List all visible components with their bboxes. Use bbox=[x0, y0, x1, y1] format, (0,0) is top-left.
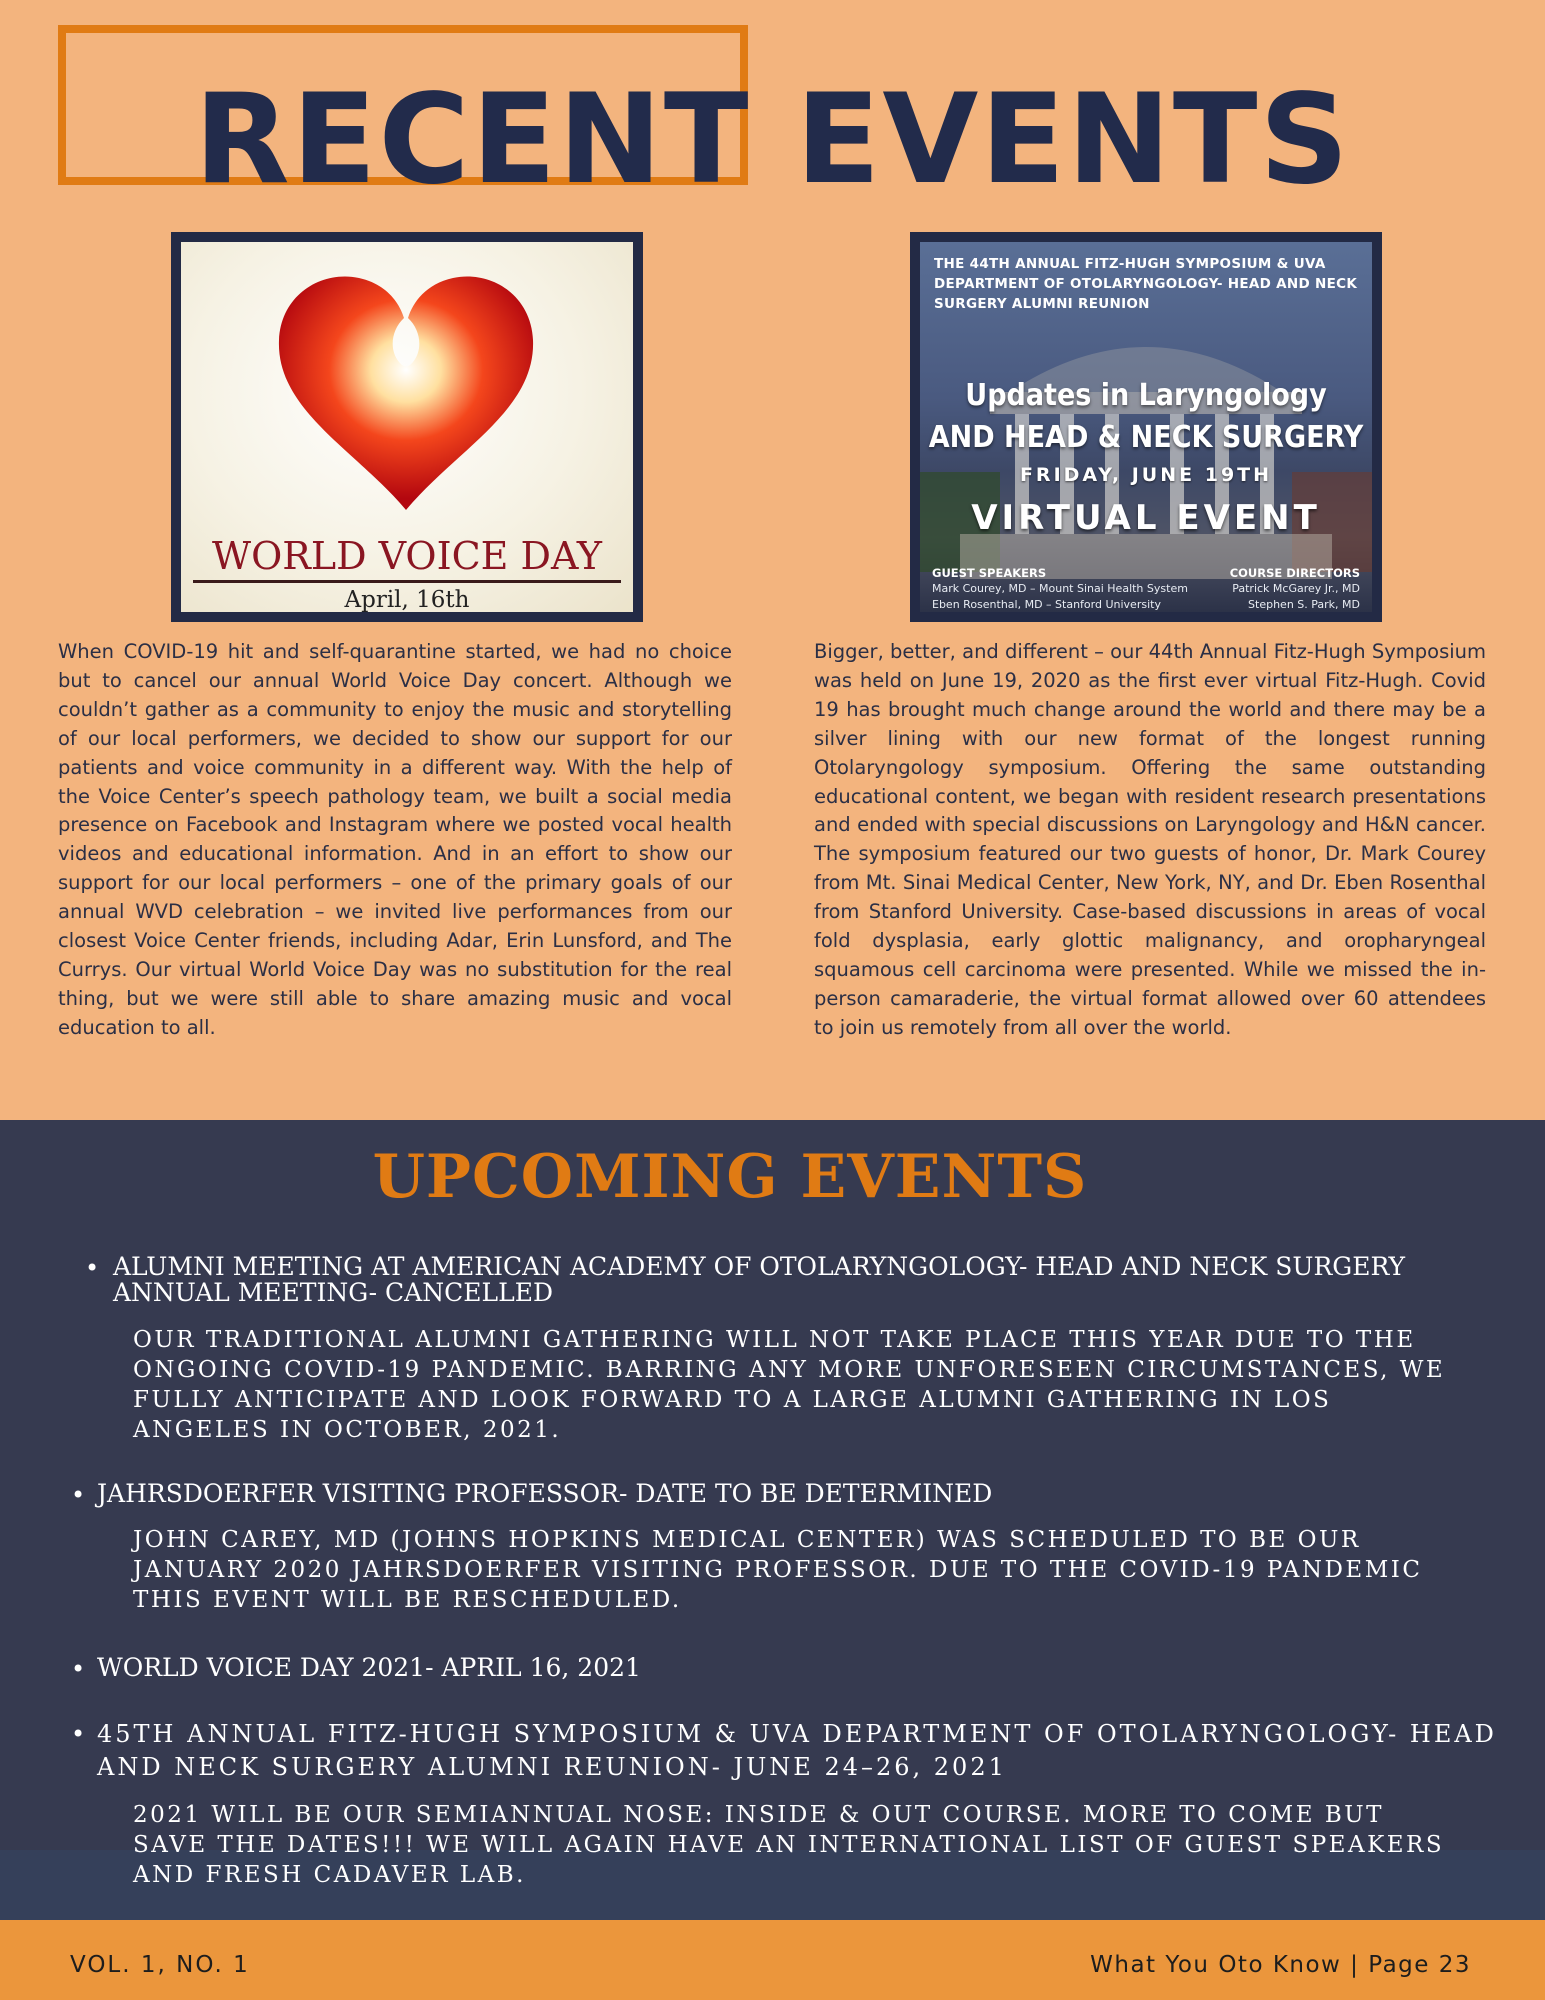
page-title: RECENT EVENTS bbox=[194, 68, 1351, 212]
fitz-hugh-text: Bigger, better, and different – our 44th Annual Fitz-Hugh Symposium was held on June 19, 2020 as the first ever virtual Fitz-Hugh. Covid 19 has brought much change around the world and there may be a silver lining with our new format of the longest running Otolaryngology symposium. Offering the same outstanding educational content, we began with resident research presentations and ended with special discussions on Laryngology and H&N cancer. The symposium featured our two guests of honor, Dr. Mark Courey from Mt. Sinai Medical Center, New York, NY, and Dr. Eben Rosenthal from Stanford University. Case-based discussions in areas of vocal fold dysplasia, early glottic malignancy, and oropharyngeal squamous cell carcinoma were presented. While we missed the in-person camaraderie, the virtual format allowed over 60 attendees to join us remotely from all over the world. bbox=[814, 640, 1486, 1039]
fitz-hugh-title-line1: Updates in Laryngology bbox=[965, 378, 1327, 413]
course-director-1: Patrick McGarey Jr., MD bbox=[1232, 582, 1360, 595]
fitz-hugh-date: FRIDAY, JUNE 19TH bbox=[1019, 464, 1273, 486]
bullet-icon: • bbox=[71, 1655, 86, 1683]
footer-page: What You Oto Know | Page 23 bbox=[1090, 1952, 1471, 1978]
bullet-icon: • bbox=[85, 1254, 100, 1282]
bullet-icon: • bbox=[71, 1720, 86, 1748]
bullet-icon: • bbox=[71, 1481, 86, 1509]
event-heading-4: 45TH ANNUAL FITZ-HUGH SYMPOSIUM & UVA DEPARTMENT OF OTOLARYNGOLOGY- HEAD AND NECK SURGERY ALUMNI REUNION- JUNE 24–26, 2021 bbox=[97, 1720, 1497, 1781]
event-description-1: OUR TRADITIONAL ALUMNI GATHERING WILL NOT TAKE PLACE THIS YEAR DUE TO THE ONGOING COVID-19 PANDEMIC. BARRING ANY MORE UNFORESEEN CIRCUMSTANCES, WE FULLY ANTICIPATE AND LOOK FORWARD TO A LARGE ALUMNI GATHERING IN LOS ANGELES IN OCTOBER, 2021. bbox=[133, 1327, 1446, 1443]
event-heading-1: ALUMNI MEETING AT AMERICAN ACADEMY OF OTOLARYNGOLOGY- HEAD AND NECK SURGERY ANNUAL MEETING- CANCELLED bbox=[113, 1252, 1406, 1307]
guest-speaker-2: Eben Rosenthal, MD – Stanford University bbox=[932, 598, 1161, 611]
upcoming-events-title: UPCOMING EVENTS bbox=[372, 1142, 1088, 1212]
event-description-4: 2021 WILL BE OUR SEMIANNUAL NOSE: INSIDE & OUT COURSE. MORE TO COME BUT SAVE THE DATES!!! WE WILL AGAIN HAVE AN INTERNATIONAL LIST OF GUEST SPEAKERS AND FRESH CADAVER LAB. bbox=[133, 1802, 1445, 1888]
world-voice-day-title: WORLD VOICE DAY bbox=[212, 534, 602, 578]
fitz-hugh-title bbox=[920, 375, 1372, 459]
event-description-2: JOHN CAREY, MD (JOHNS HOPKINS MEDICAL CENTER) WAS SCHEDULED TO BE OUR JANUARY 2020 JAHRSDOERFER VISITING PROFESSOR. DUE TO THE COVID-19 PANDEMIC THIS EVENT WILL BE RESCHEDULED. bbox=[133, 1527, 1423, 1613]
guest-speaker-1: Mark Courey, MD – Mount Sinai Health System bbox=[932, 582, 1188, 595]
world-voice-day-date: April, 16th bbox=[344, 587, 470, 613]
fitz-hugh-image bbox=[910, 232, 1382, 622]
course-director-2: Stephen S. Park, MD bbox=[1248, 598, 1360, 611]
fitz-hugh-title-line2: AND HEAD & NECK SURGERY bbox=[928, 420, 1364, 455]
guest-speakers-label: GUEST SPEAKERS bbox=[932, 566, 1047, 580]
fitz-hugh-mode: VIRTUAL EVENT bbox=[971, 498, 1321, 538]
fitz-hugh-heading: THE 44TH ANNUAL FITZ-HUGH SYMPOSIUM & UVA DEPARTMENT OF OTOLARYNGOLOGY- HEAD AND NECK SURGERY ALUMNI REUNION bbox=[934, 256, 1358, 312]
course-directors-label: COURSE DIRECTORS bbox=[1229, 566, 1360, 580]
world-voice-day-text: When COVID-19 hit and self-quarantine started, we had no choice but to cancel our annual World Voice Day concert. Although we couldn’t gather as a community to enjoy the music and storytelling of our local performers, we decided to show our support for our patients and voice community in a different way. With the help of the Voice Center’s speech pathology team, we built a social media presence on Facebook and Instagram where we posted vocal health videos and educational information. And in an effort to show our support for our local performers – one of the primary goals of our annual WVD celebration – we invited live performances from our closest Voice Center friends, including Adar, Erin Lunsford, and The Currys. Our virtual World Voice Day was no substitution for the real thing, but we were still able to share amazing music and vocal education to all. bbox=[58, 640, 732, 1039]
event-heading-3: WORLD VOICE DAY 2021- APRIL 16, 2021 bbox=[97, 1653, 641, 1682]
heart-icon bbox=[271, 270, 541, 515]
divider bbox=[193, 580, 621, 583]
world-voice-day-image bbox=[171, 232, 643, 622]
event-heading-2: JAHRSDOERFER VISITING PROFESSOR- DATE TO BE DETERMINED bbox=[97, 1479, 993, 1508]
footer-volume: VOL. 1, NO. 1 bbox=[70, 1952, 250, 1978]
